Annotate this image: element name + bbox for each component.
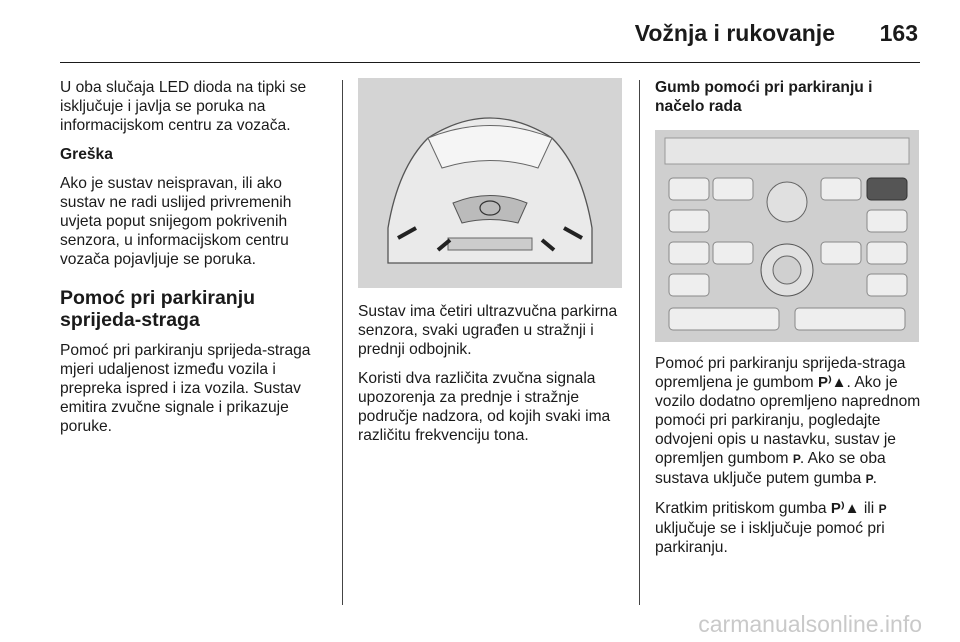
fault-heading: Greška (60, 146, 113, 163)
button-paragraph-1: Pomoć pri parkiranju sprijeda-straga opremljena je gumbom P⁾▲. Ako je vozilo dodatno opremljeno naprednom pomoći pri parkiranju, pogledajte odvojeni opis u nastavku, sustav je opremljen gumbom P. Ako se oba sustava uključe putem gumba P. (655, 355, 921, 487)
park-assist-icon: P (817, 374, 828, 391)
sensors-paragraph: Sustav ima četiri ultrazvučna parkirna senzora, svaki ugrađen u stražnji i prednji odbojnik. (358, 303, 618, 358)
section-heading: Pomoć pri parkiranju sprijeda-straga (60, 287, 256, 331)
column-middle (358, 78, 626, 455)
page-header (60, 18, 920, 63)
advanced-park-assist-icon: P (865, 472, 873, 486)
column-divider-2 (639, 80, 640, 605)
column-right (655, 78, 925, 567)
center-console-illustration (655, 130, 919, 342)
section-paragraph: Pomoć pri parkiranju sprijeda-straga mjeri udaljenost između vozila i prepreka ispred i iza vozila. Sustav emitira zvučne signale i prikazuje poruke. (60, 342, 311, 435)
column-divider-1 (342, 80, 343, 605)
button-heading: Gumb pomoći pri parkiranju i načelo rada (655, 79, 873, 115)
fault-paragraph: Ako je sustav neispravan, ili ako sustav ne radi uslijed privremenih uvjeta poput snijegom pokrivenih senzora, u informacijskom centru vozača pojavljuje se poruka. (60, 175, 292, 268)
chapter-title: Vožnja i rukovanje (634, 20, 835, 46)
page-number: 163 (879, 20, 918, 46)
watermark: carmanualsonline.info (698, 611, 922, 637)
advanced-park-assist-icon: P (878, 502, 886, 516)
signals-paragraph: Koristi dva različita zvučna signala upozorenja za prednje i stražnje područje nadzora, od kojih svaki ima različitu frekvenciju tona. (358, 370, 611, 444)
column-left (60, 78, 330, 446)
intro-paragraph: U oba slučaja LED dioda na tipki se isključuje i javlja se poruka na informacijskom centru za vozača. (60, 79, 307, 134)
button-paragraph-2: Kratkim pritiskom gumba P⁾▲ ili P uključuje se i isključuje pomoć pri parkiranju. (655, 500, 886, 556)
park-assist-icon: P⁾▲ (830, 500, 860, 517)
advanced-park-assist-icon: P (792, 452, 800, 466)
car-front-sensors-illustration (358, 78, 622, 288)
